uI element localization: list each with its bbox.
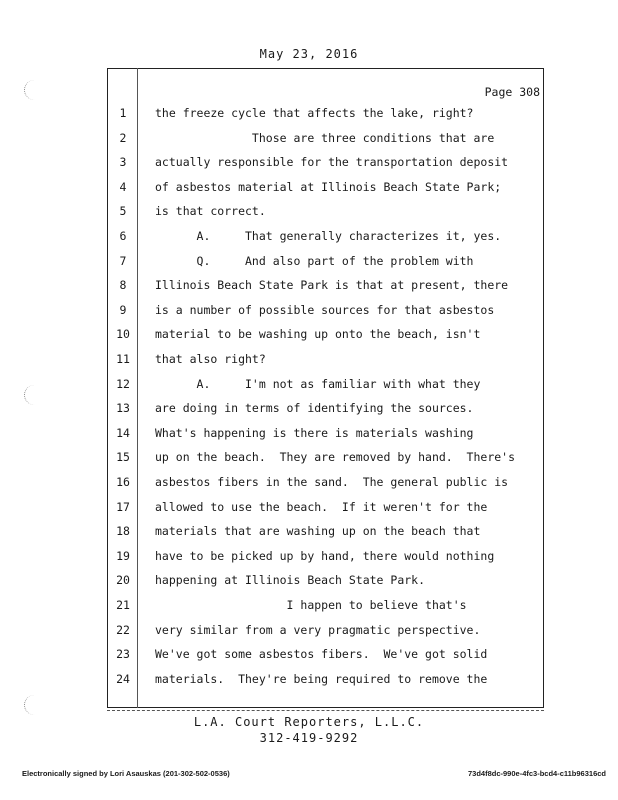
transcript-line [112, 202, 544, 220]
line-number: 10 [116, 327, 130, 342]
transcript-date: May 23, 2016 [259, 47, 359, 61]
line-text: is a number of possible sources for that asbestos [155, 302, 495, 317]
line-number: 1 [119, 106, 127, 120]
transcript-line [112, 104, 544, 122]
line-text: actually responsible for the transportation deposit [155, 155, 509, 170]
line-text: Q. And also part of the problem with [155, 253, 474, 268]
line-text: A. I'm not as familiar with what they [155, 376, 481, 391]
line-text: A. That generally characterizes it, yes. [155, 229, 502, 243]
line-text: that also right? [155, 352, 266, 366]
line-number: 17 [116, 499, 130, 514]
line-number: 4 [119, 179, 127, 194]
line-text: material to be washing up onto the beach, isn't [155, 327, 481, 342]
line-text: is that correct. [155, 204, 266, 219]
line-number: 24 [116, 671, 130, 686]
line-text: I happen to believe that's [155, 598, 467, 612]
line-text: asbestos fibers in the sand. The general public is [155, 475, 509, 489]
transcript-line [112, 498, 544, 516]
binder-hole-mark [24, 385, 45, 405]
line-text: What's happening is there is materials washing [155, 425, 474, 440]
transcript-line [112, 252, 544, 270]
line-text: materials that are washing up on the beach that [155, 524, 481, 539]
binder-hole-mark [24, 80, 45, 100]
frame-bottom-rule [107, 710, 544, 711]
line-text: have to be picked up by hand, there would nothing [155, 548, 495, 563]
line-text: the freeze cycle that affects the lake, right? [155, 106, 474, 120]
document-id: 73d4f8dc-990e-4fc3-bcd4-c11b96316cd [468, 769, 606, 778]
transcript-line [112, 670, 544, 688]
line-number: 16 [116, 475, 130, 489]
line-number: 18 [116, 524, 130, 539]
line-number: 9 [119, 302, 127, 317]
reporter-phone: 312-419-9292 [259, 731, 359, 745]
transcript-line [112, 621, 544, 639]
line-number: 3 [119, 155, 127, 170]
line-number: 14 [116, 425, 130, 440]
line-text: We've got some asbestos fibers. We've got solid [155, 647, 488, 662]
line-number: 6 [119, 229, 127, 243]
transcript-line [112, 596, 544, 614]
transcript-line [112, 178, 544, 196]
line-text: allowed to use the beach. If it weren't for the [155, 499, 488, 514]
transcript-line [112, 276, 544, 294]
transcript-line [112, 375, 544, 393]
line-number: 15 [116, 450, 130, 465]
transcript-line [112, 522, 544, 540]
line-text: up on the beach. They are removed by hand. There's [155, 450, 516, 465]
line-text: of asbestos material at Illinois Beach State Park; [155, 179, 502, 194]
transcript-line [112, 448, 544, 466]
transcript-line [112, 325, 544, 343]
line-text: Those are three conditions that are [155, 130, 495, 145]
transcript-line [112, 153, 544, 171]
line-number: 20 [116, 573, 130, 588]
line-number: 5 [119, 204, 127, 219]
transcript-line [112, 129, 544, 147]
transcript-line [112, 301, 544, 319]
line-number: 13 [116, 401, 130, 416]
line-number: 8 [119, 278, 127, 293]
transcript-line [112, 424, 544, 442]
transcript-line [112, 645, 544, 663]
reporter-company: L.A. Court Reporters, L.L.C. [193, 715, 425, 729]
transcript-line [112, 473, 544, 491]
line-text: very similar from a very pragmatic perspective. [155, 622, 481, 637]
line-number: 19 [116, 548, 130, 563]
line-text: are doing in terms of identifying the sources. [155, 401, 474, 416]
binder-hole-mark [24, 695, 45, 715]
electronic-signature: Electronically signed by Lori Asauskas (201-302-502-0536) [22, 769, 230, 778]
line-number: 7 [119, 253, 127, 268]
line-number: 2 [119, 130, 127, 145]
transcript-line [112, 350, 544, 368]
line-number: 11 [116, 352, 130, 366]
line-text: materials. They're being required to remove the [155, 671, 488, 686]
line-text: happening at Illinois Beach State Park. [155, 573, 426, 588]
line-text: Illinois Beach State Park is that at present, there [155, 278, 509, 293]
page-number: Page 308 [484, 85, 540, 99]
line-number: 23 [116, 647, 130, 662]
transcript-line [112, 399, 544, 417]
transcript-line [112, 571, 544, 589]
transcript-line [112, 227, 544, 245]
transcript-line [112, 547, 544, 565]
line-number: 22 [116, 622, 130, 637]
line-number: 21 [116, 598, 130, 612]
line-number: 12 [116, 376, 130, 391]
